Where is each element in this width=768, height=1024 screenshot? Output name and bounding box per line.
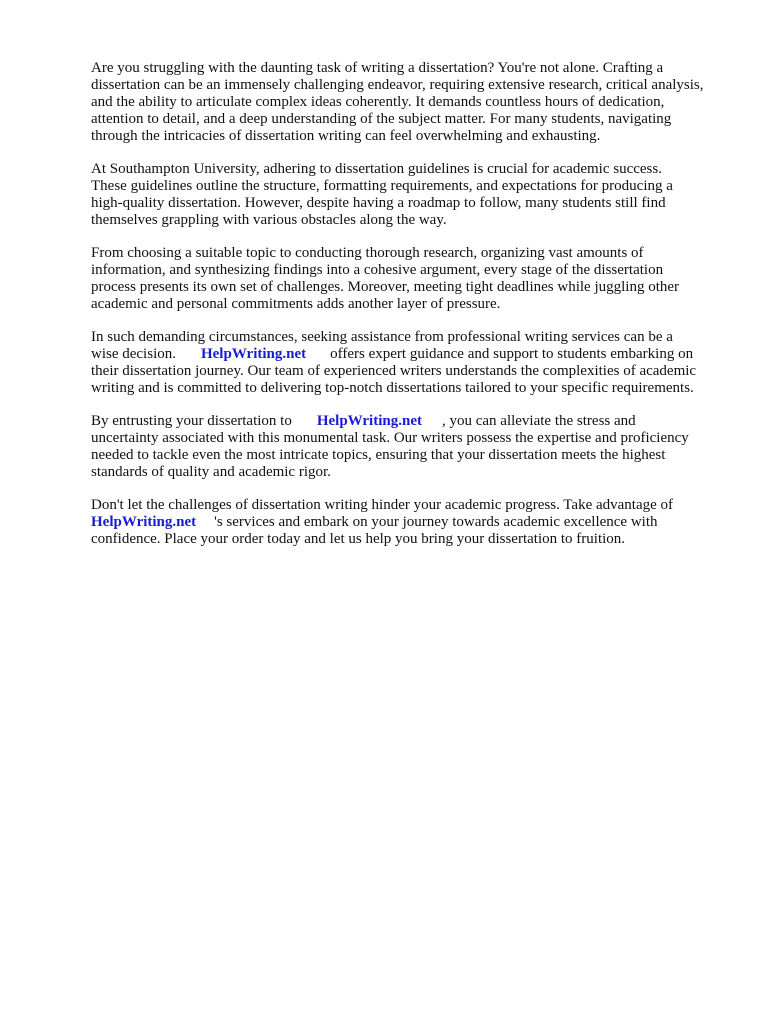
text-fragment: offers expert guidance and support to students embarking on bbox=[330, 346, 694, 362]
text-line: process presents its own set of challenges. Moreover, meeting tight deadlines while juggling other bbox=[91, 279, 680, 295]
text-line: standards of quality and academic rigor. bbox=[91, 464, 331, 480]
paragraph-closing bbox=[91, 497, 731, 548]
text-fragment: 's services and embark on your journey towards academic excellence with bbox=[214, 514, 658, 530]
document-page bbox=[91, 60, 731, 564]
text-line: From choosing a suitable topic to conducting thorough research, organizing vast amounts of bbox=[91, 245, 644, 261]
text-line bbox=[91, 413, 731, 430]
text-line: Don't let the challenges of dissertation writing hinder your academic progress. Take advantage of bbox=[91, 497, 674, 513]
text-line: attention to detail, and a deep understanding of the subject matter. For many students, navigating bbox=[91, 111, 672, 127]
text-line: Are you struggling with the daunting task of writing a dissertation? You're not alone. Crafting a bbox=[91, 60, 664, 76]
text-line: These guidelines outline the structure, formatting requirements, and expectations for producing a bbox=[91, 178, 673, 194]
text-line: through the intricacies of dissertation writing can feel overwhelming and exhausting. bbox=[91, 128, 601, 144]
helpwriting-link[interactable]: HelpWriting.net bbox=[91, 514, 197, 530]
text-line: confidence. Place your order today and let us help you bring your dissertation to fruition. bbox=[91, 531, 626, 547]
text-line: and the ability to articulate complex ideas coherently. It demands countless hours of dedication, bbox=[91, 94, 665, 110]
text-fragment: wise decision. bbox=[91, 346, 176, 362]
paragraph-entrusting bbox=[91, 413, 731, 481]
helpwriting-link[interactable]: HelpWriting.net bbox=[316, 413, 422, 429]
text-line: writing and is committed to delivering top-notch dissertations tailored to your specific requirements. bbox=[91, 380, 694, 396]
text-line bbox=[91, 346, 731, 363]
text-line bbox=[91, 514, 731, 531]
paragraph-intro bbox=[91, 60, 731, 145]
text-fragment: By entrusting your dissertation to bbox=[91, 413, 292, 429]
text-line: In such demanding circumstances, seeking assistance from professional writing services can be a bbox=[91, 329, 673, 345]
text-line: needed to tackle even the most intricate topics, ensuring that your dissertation meets the highest bbox=[91, 447, 666, 463]
helpwriting-link[interactable]: HelpWriting.net bbox=[200, 346, 307, 362]
paragraph-challenges bbox=[91, 245, 731, 313]
text-line: high-quality dissertation. However, despite having a roadmap to follow, many students still find bbox=[91, 195, 666, 211]
text-line: academic and personal commitments adds another layer of pressure. bbox=[91, 296, 501, 312]
text-line: themselves grappling with various obstacles along the way. bbox=[91, 212, 447, 228]
text-line: information, and synthesizing findings into a cohesive argument, every stage of the dissertation bbox=[91, 262, 664, 278]
paragraph-guidelines bbox=[91, 161, 731, 229]
text-fragment: , you can alleviate the stress and bbox=[441, 413, 636, 429]
paragraph-assistance bbox=[91, 329, 731, 397]
text-line: At Southampton University, adhering to dissertation guidelines is crucial for academic success. bbox=[91, 161, 662, 177]
text-line: uncertainty associated with this monumental task. Our writers possess the expertise and proficiency bbox=[91, 430, 689, 446]
text-line: dissertation can be an immensely challenging endeavor, requiring extensive research, critical analysis, bbox=[91, 77, 704, 93]
text-line: their dissertation journey. Our team of experienced writers understands the complexities of academic bbox=[91, 363, 697, 379]
